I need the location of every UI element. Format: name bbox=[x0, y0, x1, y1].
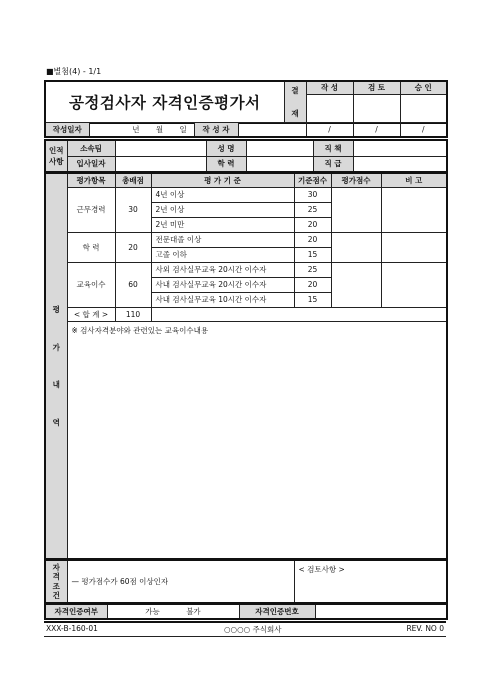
document-title: 공정검사자 자격인증평가서 bbox=[45, 81, 284, 123]
name-label: 성 명 bbox=[206, 140, 246, 156]
criteria-score: 15 bbox=[294, 292, 331, 307]
header-criteria: 평 가 기 준 bbox=[151, 173, 294, 187]
author-label: 작 성 자 bbox=[194, 123, 238, 138]
grade-field[interactable] bbox=[353, 156, 447, 172]
criteria-text: 고졸 이하 bbox=[151, 247, 294, 262]
criteria-text: 2년 이상 bbox=[151, 202, 294, 217]
approval-label: 결 재 bbox=[284, 81, 306, 123]
approval-header-write: 작 성 bbox=[306, 81, 353, 94]
date-row bbox=[44, 122, 448, 138]
date-review-slash: / bbox=[353, 123, 400, 138]
footer bbox=[44, 621, 446, 637]
criteria-score: 20 bbox=[294, 277, 331, 292]
name-field[interactable] bbox=[246, 140, 313, 156]
eval-total: 20 bbox=[115, 232, 151, 262]
eval-item: 교육이수 bbox=[67, 262, 115, 307]
evaluation-table bbox=[44, 172, 448, 560]
eval-item: 학 력 bbox=[67, 232, 115, 262]
qualification-side-label: 자 격 조 건 bbox=[45, 560, 67, 603]
eval-score-field[interactable] bbox=[331, 232, 381, 262]
criteria-text: 사내 검사실무교육 10시간 이수자 bbox=[151, 292, 294, 307]
remarks-field[interactable] bbox=[381, 187, 447, 232]
education-label: 학 력 bbox=[206, 156, 246, 172]
result-row bbox=[44, 603, 448, 620]
approval-header-approve: 승 인 bbox=[400, 81, 447, 94]
header-eval-score: 평가점수 bbox=[331, 173, 381, 187]
form-reference: ■별첨(4) - 1/1 bbox=[46, 67, 102, 76]
criteria-score: 20 bbox=[294, 232, 331, 247]
approval-sign-approve[interactable] bbox=[400, 94, 447, 123]
remarks-field[interactable] bbox=[381, 232, 447, 262]
criteria-score: 30 bbox=[294, 187, 331, 202]
criteria-text: 4년 이상 bbox=[151, 187, 294, 202]
position-field[interactable] bbox=[353, 140, 447, 156]
header-remarks: 비 고 bbox=[381, 173, 447, 187]
qualification-condition: — 평가점수가 60점 이상인자 bbox=[67, 560, 294, 603]
revision-number: REV. NO 0 bbox=[406, 624, 444, 633]
date-approve-slash: / bbox=[400, 123, 447, 138]
date-label: 작성일자 bbox=[45, 123, 89, 138]
eval-score-field[interactable] bbox=[331, 187, 381, 232]
education-field[interactable] bbox=[246, 156, 313, 172]
approval-sign-review[interactable] bbox=[353, 94, 400, 123]
date-field[interactable]: 년 월 일 bbox=[89, 123, 194, 138]
review-notes[interactable]: < 검토사항 > bbox=[294, 560, 447, 603]
certification-choice[interactable] bbox=[107, 604, 239, 619]
team-label: 소속팀 bbox=[67, 140, 115, 156]
eval-item: 근무경력 bbox=[67, 187, 115, 232]
criteria-text: 사외 검사실무교육 20시간 이수자 bbox=[151, 262, 294, 277]
criteria-score: 25 bbox=[294, 202, 331, 217]
criteria-score: 20 bbox=[294, 217, 331, 232]
eval-total: 60 bbox=[115, 262, 151, 307]
option-possible[interactable]: 가능 bbox=[145, 607, 160, 616]
personal-side-label: 인적 사항 bbox=[45, 140, 67, 172]
team-field[interactable] bbox=[115, 140, 206, 156]
criteria-text: 전문대졸 이상 bbox=[151, 232, 294, 247]
evaluation-side-label: 평 가 내 역 bbox=[45, 173, 67, 559]
cert-number-field[interactable] bbox=[315, 604, 447, 619]
remarks-field[interactable] bbox=[381, 262, 447, 307]
cert-number-label: 자격인증번호 bbox=[239, 604, 315, 619]
position-label: 직 책 bbox=[313, 140, 353, 156]
header-total-points: 총배점 bbox=[115, 173, 151, 187]
qualification-table bbox=[44, 559, 448, 604]
criteria-score: 25 bbox=[294, 262, 331, 277]
sum-empty bbox=[151, 307, 447, 321]
sum-label: < 합 계 > bbox=[67, 307, 115, 321]
approval-header-review: 검 토 bbox=[353, 81, 400, 94]
grade-label: 직 급 bbox=[313, 156, 353, 172]
education-notes[interactable]: ※ 검사자격분야와 관련있는 교육이수내용 bbox=[67, 321, 447, 559]
sum-value: 110 bbox=[115, 307, 151, 321]
eval-total: 30 bbox=[115, 187, 151, 232]
criteria-text: 2년 미만 bbox=[151, 217, 294, 232]
join-date-field[interactable] bbox=[115, 156, 206, 172]
criteria-text: 사내 검사실무교육 20시간 이수자 bbox=[151, 277, 294, 292]
author-field[interactable] bbox=[238, 123, 306, 138]
eval-score-field[interactable] bbox=[331, 262, 381, 307]
join-date-label: 입사일자 bbox=[67, 156, 115, 172]
company-name: ○○○○ 주식회사 bbox=[224, 625, 282, 634]
approval-sign-write[interactable] bbox=[306, 94, 353, 123]
certification-label: 자격인증여부 bbox=[45, 604, 107, 619]
criteria-score: 15 bbox=[294, 247, 331, 262]
personal-info-table bbox=[44, 139, 448, 173]
header-table bbox=[44, 80, 448, 124]
date-write-slash: / bbox=[306, 123, 353, 138]
option-impossible[interactable]: 불가 bbox=[186, 607, 201, 616]
header-base-score: 기준점수 bbox=[294, 173, 331, 187]
header-eval-item: 평가항목 bbox=[67, 173, 115, 187]
document-code: XXX-B-160-01 bbox=[46, 624, 98, 633]
